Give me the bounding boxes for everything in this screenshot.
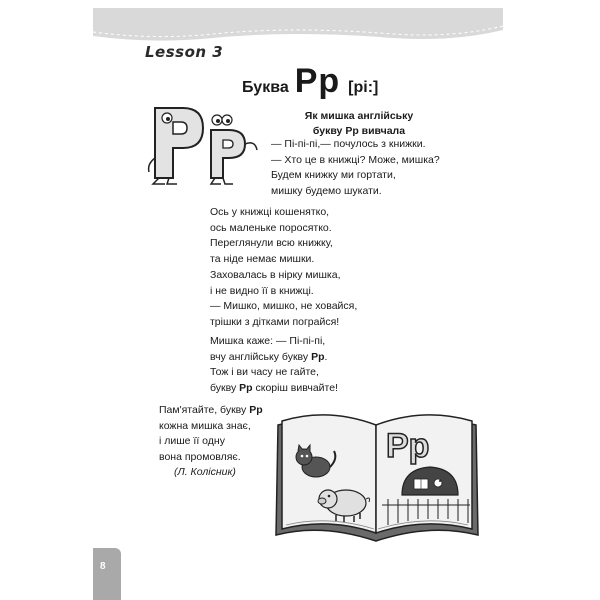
page-number: 8 <box>100 561 106 572</box>
poem-line: — Мишко, мишко, не ховайся, <box>210 300 358 312</box>
author: (Л. Колісник) <box>174 466 236 478</box>
poem-text: букву <box>210 381 240 394</box>
poem-stanza-1 <box>271 137 440 199</box>
poem-line: Будем книжку ми гортати, <box>271 169 396 181</box>
page-number-tab <box>93 548 121 600</box>
poem-line: трішки з дітками пограйся! <box>210 315 340 328</box>
pp-characters-illustration <box>145 98 265 188</box>
title-transcription: [pi:] <box>348 79 379 96</box>
poem-line: — Хто це в книжці? Може, мишка? <box>271 153 440 166</box>
poem-text: вчу англійську букву <box>210 350 312 363</box>
poem-title-line: букву Pp вивчала <box>312 125 406 137</box>
poem-line <box>210 350 338 366</box>
book-letters: Pp <box>386 427 430 465</box>
poem-line <box>210 381 338 397</box>
poem-line: Заховалась в нірку мишка, <box>210 269 341 281</box>
poem-line: та ніде немає мишки. <box>210 252 315 265</box>
poem-stanza-3 <box>210 268 357 330</box>
poem-line: ось маленьке поросятко. <box>210 221 332 234</box>
letter-highlight: Pp <box>311 350 325 363</box>
poem-title <box>294 109 424 139</box>
remember-line: кожна мишка знає, <box>159 419 251 432</box>
poem-title-line: Як мишка англійську <box>304 110 414 122</box>
remember-line <box>159 403 263 419</box>
poem-text: скоріш вивчайте! <box>252 381 338 394</box>
poem-text: . <box>324 350 328 363</box>
open-book-illustration <box>272 395 482 545</box>
letter-highlight: Pp <box>249 404 263 416</box>
poem-line: мишку будемо шукати. <box>271 184 382 197</box>
poem-line: — Пі-пі-пі,— почулось з книжки. <box>271 138 426 150</box>
title-word: Буква <box>242 79 289 96</box>
remember-line: і лише її одну <box>159 435 225 447</box>
poem-line: Ось у книжці кошенятко, <box>210 206 330 218</box>
poem-line: Мишка каже: — Пі-пі-пі, <box>210 335 326 347</box>
remember-line: вона промовляє. <box>159 450 241 463</box>
poem-line: і не видно її в книжці. <box>210 284 314 297</box>
remember-text: Пам'ятайте, букву <box>159 404 250 416</box>
poem-line: Переглянули всю книжку, <box>210 237 333 249</box>
page-title <box>242 62 378 102</box>
poem-stanza-2 <box>210 205 333 267</box>
lesson-label: Lesson 3 <box>145 43 224 61</box>
header-band <box>93 8 503 48</box>
remember-verse <box>159 403 263 481</box>
letter-highlight: Pp <box>239 381 253 394</box>
poem-line: Тож і ви часу не гайте, <box>210 366 319 378</box>
title-letters: Pp <box>294 62 341 100</box>
poem-stanza-4 <box>210 334 338 396</box>
